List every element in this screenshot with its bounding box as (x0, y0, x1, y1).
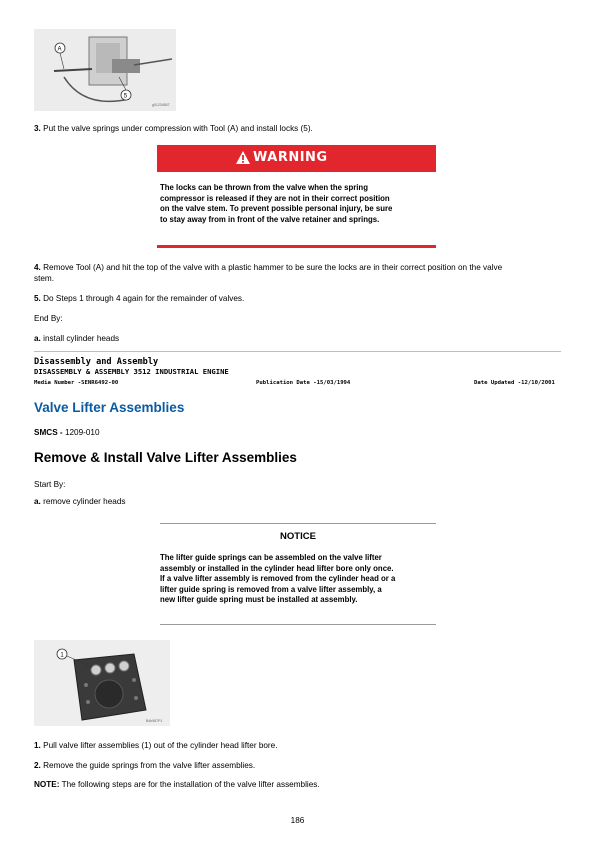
warning-bottom-rule (157, 245, 436, 248)
photo-code: g01234567 (152, 103, 170, 107)
step-text: Pull valve lifter assemblies (1) out of the cylinder head lifter bore. (40, 741, 278, 750)
notice-line: assembly or installed in the cylinder head lifter bore only once. (160, 563, 394, 573)
photo-illustration (34, 29, 176, 111)
step-number: 4. (34, 263, 41, 272)
warning-line: on the valve stem. To prevent possible personal injury, be sure (160, 204, 393, 213)
smcs-label: SMCS - (34, 428, 65, 437)
doc-header-subtitle: DISASSEMBLY & ASSEMBLY 3512 INDUSTRIAL ENGINE (34, 367, 229, 376)
note-text: The following steps are for the installation of the valve lifter assemblies. (59, 780, 320, 789)
notice-bottom-rule (160, 624, 436, 625)
notice-line: If a valve lifter assembly is removed from the cylinder head or a (160, 574, 396, 583)
step-3 (34, 123, 313, 134)
item-number: a. (34, 334, 41, 343)
warning-box (157, 145, 436, 248)
start-by-label: Start By: (34, 480, 66, 489)
warning-line: compressor is released if they are not in their correct position (160, 193, 390, 203)
doc-header-title: Disassembly and Assembly (34, 357, 159, 367)
item-number: a. (34, 497, 41, 506)
notice-top-rule (160, 523, 436, 524)
callout-1: 1 (60, 652, 64, 659)
step-number: 1. (34, 741, 41, 750)
smcs-value: 1209-010 (64, 428, 100, 437)
step-text-cont: stem. (34, 274, 55, 283)
page-number: 186 (290, 816, 305, 825)
end-by-item (34, 333, 119, 344)
note-label: NOTE: (34, 780, 60, 789)
warning-banner (157, 145, 436, 172)
item-text: install cylinder heads (40, 334, 120, 343)
end-by-label: End By: (34, 314, 63, 323)
step-text: Remove the guide springs from the valve lifter assemblies. (40, 761, 256, 770)
header-divider (34, 351, 561, 352)
step-2 (34, 760, 255, 771)
valve-lifter-photo (34, 640, 170, 726)
step-number: 2. (34, 761, 41, 770)
warning-title: WARNING (253, 150, 328, 165)
smcs-code (34, 427, 100, 438)
callout-a: A (57, 46, 62, 53)
publication-date: Publication Date -15/03/1994 (256, 380, 351, 386)
valve-spring-compressor-photo (34, 29, 176, 111)
callout-5: 5 (123, 93, 128, 100)
photo-code: B4h987P1 (146, 719, 163, 723)
notice-line: lifter guide spring is removed from a valve lifter assembly, a (160, 584, 382, 594)
step-text: Remove Tool (A) and hit the top of the valve with a plastic hammer to be sure the locks are in their correct position on the valve (40, 263, 503, 272)
warning-triangle-icon (235, 150, 251, 165)
notice-line: new lifter guide spring must be installed at assembly. (160, 595, 358, 604)
step-number: 5. (34, 294, 41, 303)
section-title: Valve Lifter Assemblies (34, 400, 185, 415)
note (34, 779, 320, 790)
item-text: remove cylinder heads (40, 497, 126, 506)
start-by-item (34, 496, 126, 507)
notice-line: The lifter guide springs can be assembled on the valve lifter (160, 553, 382, 562)
photo-illustration (34, 640, 170, 726)
warning-line: The locks can be thrown from the valve when the spring (160, 183, 368, 192)
warning-line: to stay away from in front of the valve retainer and springs. (160, 214, 380, 224)
step-text: Put the valve springs under compression with Tool (A) and install locks (5). (40, 124, 313, 133)
notice-text (160, 553, 436, 606)
step-5 (34, 293, 244, 304)
warning-text (160, 183, 430, 225)
notice-title: NOTICE (280, 531, 316, 542)
step-text: Do Steps 1 through 4 again for the remainder of valves. (40, 294, 245, 303)
media-number: Media Number -SENR6492-00 (34, 380, 119, 386)
date-updated: Date Updated -12/10/2001 (474, 380, 555, 386)
step-1 (34, 740, 277, 751)
subsection-title: Remove & Install Valve Lifter Assemblies (34, 450, 297, 465)
step-number: 3. (34, 124, 41, 133)
step-4 (34, 262, 564, 284)
